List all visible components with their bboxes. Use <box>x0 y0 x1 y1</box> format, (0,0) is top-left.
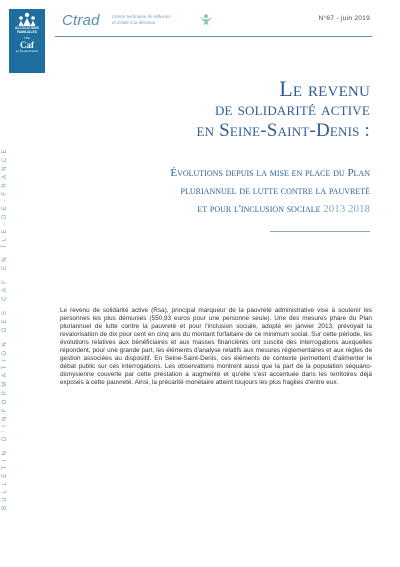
logo-line-4: en Île-de-France <box>15 48 38 53</box>
logo-brand: Caf <box>20 39 34 50</box>
ctrad-tagline-line-1: Centre technique de réflexion <box>112 14 171 19</box>
person-arms-up-icon <box>199 14 213 26</box>
ctrad-tagline <box>112 14 198 26</box>
abstract-paragraph: Le revenu de solidarité active (Rsa), principal marqueur de la pauvreté administrative vise à soutenir les personnes les plus démunies (550,93 euros pour une personne seule). Une des mesures phare du Plan pluriannuel de lutte contre la pauvreté et pour l'inclusion sociale, adopté en janvier 2013, prévoyait la revalorisation de dix pour cent en cinq ans du montant forfaitaire de ce minimum social. Sur cette période, les évolutions relatives aux bénéficiaires et aux masses financières ont suscité des interrogations auxquelles répondent, pour une grande part, les éléments d'analyse relatifs aux mesures réglementaires et aux règles de gestion associées au dispositif. En Seine-Saint-Denis, ces éléments de contexte permettent d'alimenter le débat public sur ces interrogations. Les observations montrent aussi que la part de la population séquano-dionysienne couverte par cette prestation a augmenté et qu'elle s'est accentuée dans les territoires déjà exposés à cette pauvreté. Ainsi, la précarité monétaire atteint toujours les plus fragiles d'entre eux. <box>60 307 372 386</box>
subtitle-divider <box>270 231 370 232</box>
ctrad-brand: Ctrad <box>62 12 100 29</box>
caf-emblem-icon <box>17 12 37 27</box>
subtitle-line-3 <box>40 200 370 218</box>
title-line-2: de solidarité active <box>214 99 370 120</box>
caf-logo <box>9 9 45 73</box>
title-line-1: Le revenu <box>279 76 370 101</box>
header-divider <box>55 36 372 37</box>
subtitle-line-1: Évolutions depuis la mise en place du Plan <box>170 167 370 179</box>
subtitle-line-2: pluriannuel de lutte contre la pauvreté <box>180 185 370 197</box>
title-line-3: en Seine-Saint-Denis : <box>196 120 370 141</box>
subtitle-line-3-text: et pour l'inclusion sociale <box>197 203 321 215</box>
logo-line-2: FAMILIALES <box>17 29 37 34</box>
subtitle-years: 2013 2018 <box>323 203 370 215</box>
page-title <box>40 78 370 141</box>
ctrad-tagline-line-2: et d'aide à la décision <box>112 20 156 25</box>
logo-line-3: Les <box>24 36 30 41</box>
logo-line-1: ALLOCATIONS <box>15 26 39 30</box>
vertical-bulletin-text: BULLETIN D'INFORMATION DES CAF EN ÎLE-DE-FRANCE <box>2 145 8 510</box>
issue-number: N°67 - juin 2019 <box>318 15 370 22</box>
page-subtitle <box>40 164 370 218</box>
